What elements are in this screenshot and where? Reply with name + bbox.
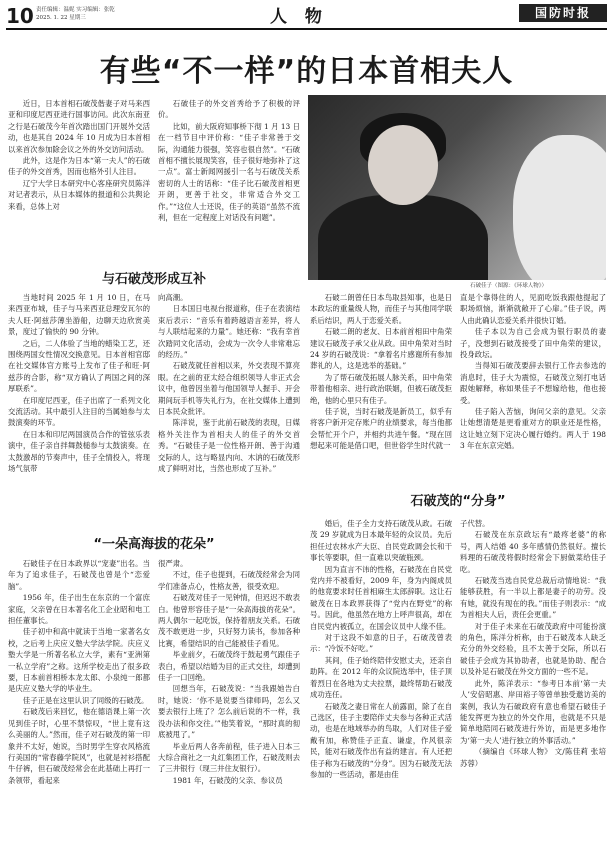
header-rule: [6, 28, 607, 30]
paragraph: 陈洋说，鉴于此前石破茂的表现，日媒格外关注作为首相夫人的佳子的外交首秀。“石破佳子是一位性格开朗、善于沟通交际的人，这与略显内向、木讷的石破茂形成了鲜明对比，当然也形成了互补。”: [158, 418, 300, 474]
paragraph: 在印度尼西亚，佳子出席了一系列文化交流活动。其中最引人注目的当属她参与太鼓演奏的环节。: [8, 395, 150, 428]
paragraph: 佳子正是在这里认识了同级的石破茂。: [22, 695, 149, 705]
paragraph: 石破茂之妻日常在人前露面，除了在自己选区，佳子主要陪伴丈夫参与各种正式活动，也是在地域举办的鸟取，人们对佳子爱戴有加，称赞佳子正直、谦虚，作风很亲民，能对石破茂作出有益的建言。有人还把佳子称为石破茂的“分身”。因为石破茂无法参加的一些活动，都是由佳: [310, 701, 452, 779]
editor-line: 责任编辑：温妮 实习编辑：张乾: [36, 7, 115, 13]
source-credit: （摘编自《环球人物》 文/陈佳莉 张培 苏蓉）: [460, 747, 606, 768]
paragraph: 1956 年，佳子出生在东京的一个富庶家庭，父亲曾在日本著名化工企业昭和电工担任董事长。: [8, 593, 150, 626]
paragraph: 直是个靠得住的人，见面吃饭我跟他提起了职场烦恼，渐渐就敞开了心扉。”佳子说，两人由此确认恋爱关系并很快订婚。: [460, 293, 606, 325]
paragraph: 石破二朗曾任日本鸟取县知事，也是日本政坛的重量级人物，而佳子与其他同学联系后结识，两人于恋爱关系。: [310, 293, 452, 325]
paragraph: 石破茂就任首相以来，外交表现不算亮眼。在之前的亚太经合组织领导人非正式会议中，他曾因坐着与他国领导人握手、开会期间玩手机等失礼行为，在社交媒体上遭到日本民众批评。: [158, 361, 300, 417]
paragraph: 佳子本以为自己会成为银行职员的妻子，没想到石破茂接受了田中角荣的建议，投身政坛。: [460, 327, 606, 360]
photo-caption: 石破佳子（图源：《环球人物》）: [470, 283, 548, 289]
paragraph: 当得知石破茂要辞去银行工作去参选的消息时，佳子大为震惊，石破茂立刻打电话跟她解释，称如果佳子不想嫁给他，他也接受。: [460, 361, 606, 405]
paragraph: 婚后，佳子全力支持石破茂从政。石破茂 29 岁就成为日本最年轻的众议员。先后担任过农林水产大臣、自民党政调会长和干事长等要职，但一直难以突破瓶颈。: [310, 519, 452, 563]
newspaper-logo: 国防时报: [519, 4, 607, 22]
column-h: [158, 558, 300, 786]
paragraph: 对于这段不如意的日子，石破茂曾表示：“冷饭不好吃。”: [310, 633, 452, 654]
paragraph: 不过，佳子也提到，石破茂经常会为同学们准备点心，性格友善，很受欢迎。: [158, 570, 300, 591]
column-a: [8, 98, 150, 212]
paragraph: 石破茂后来回忆，他在德语课上第一次见到佳子时，心里不禁惊叹，“世上竟有这么美丽的人。”然而，佳子对石破茂的第一印象并不太好，她说，当时男学生穿衣风格流行美国的“常春藤学院风”，也就是衬衫搭配牛仔裤，但石破茂经常会在此基础上再打一条领带，看起来: [8, 707, 150, 785]
paragraph: 此外，陈洋表示：“参考日本前‘第一夫人’安倍昭惠、岸田裕子等曾单独受邀访美的案例，我认为石破政府有意也希望石破佳子能发挥更为独立的外交作用，也就是不只是简单地陪同石破茂进行外访，而是更多地作为‘第一夫人’进行独立的外事活动。”: [460, 678, 606, 745]
paragraph: 辽宁大学日本研究中心客座研究员陈洋对记者表示，从日本媒体的报道和公共舆论来看，总体上对: [8, 178, 150, 211]
column-f: [460, 292, 606, 452]
photo-body: [318, 195, 488, 280]
paragraph: 很严肃。: [158, 559, 188, 568]
column-e: [310, 292, 452, 452]
paragraph: 1981 年，石破茂的父亲、参议员: [172, 775, 283, 785]
paragraph: 毕业前夕，石破茂终于鼓起勇气跟佳子表白，希望以结婚为目的正式交往，却遭到佳子一口回绝。: [158, 650, 300, 683]
editor-credits: [36, 6, 115, 22]
column-b: [158, 98, 300, 223]
paragraph: 佳子说，当时石破茂是新员工，似乎有将客户新开定存账户的业绩要求，每当他都会帮忙开个户，并相约共进午餐。“现在回想起来可能是借口吧，但世俗学生时代就一: [310, 407, 452, 451]
paragraph: 石破佳子的外交首秀给予了积极的评价。: [158, 99, 300, 120]
column-g: [8, 558, 150, 786]
paragraph: 其间，佳子始终陪伴安慰丈夫，还亲自助阵。在 2012 年的众议院选举中，佳子顶着烈日在各地为丈夫拉票，最终帮助石破茂成功连任。: [310, 655, 452, 700]
paragraph: 回想当年，石破茂说：“当我跟她告白时，她说：‘你不是说要当律师吗，怎么又要去银行上班了？怎么前后说的不一样，我没办法和你交往。’”他笑着说，“那时真的彻底被甩了。”: [158, 684, 300, 740]
paragraph: 毕业后两人各奔前程，佳子进入日本三大综合商社之一丸红集团工作，石破茂则去了三井银行（现三井住友银行）。: [158, 741, 300, 774]
column-c: [8, 292, 150, 475]
column-d: [158, 292, 300, 475]
paragraph: 子代替。: [460, 519, 490, 528]
paragraph: 佳子初中和高中就读于当地一家著名女校，之后考上庆应义塾大学法学院。庆应义塾大学是一所著名私立大学，素有“亚洲第一私立学府”之称。这所学校走出了很多政要，日本前首相桥本龙太郎、小泉纯一郎都是庆应义塾大学的毕业生。: [8, 627, 150, 694]
paragraph: 石破二朗的老友、日本前首相田中角荣建议石破茂子承父业从政。田中角荣对当时 24 岁的石破茂说：“拿着名片感谢所有参加葬礼的人，这是选举的基础。”: [310, 327, 452, 371]
date-line: 2025. 1. 22 星期三: [36, 15, 86, 21]
column-j: [460, 518, 606, 769]
photo-background-figure: [513, 135, 606, 280]
paragraph: 之后，二人体验了当地的蜡染工艺，还围绕两国女性情况交换意见。日本首相官邸在社交媒体官方账号上发布了佳子和旺·阿兹莎的合影，称“双方确认了两国之间的深厚联系”。: [8, 338, 150, 394]
paragraph: 为了帮石破茂拓展人脉关系，田中角荣带着他相亲、进行政治联姻，但被石破茂拒绝，他的心里只有佳子。: [310, 372, 452, 405]
paragraph: 石破茂对佳子一见钟情，但迟迟不敢表白。他曾形容佳子是“一朵高海拔的花朵”。两人偶尔一起吃饭，保持着朋友关系。石破茂不敢更进一步，只好努力读书，参加各种比赛，希望结识的自己能被佳子看见。: [158, 593, 300, 648]
paragraph: 因为直言不讳的性格，石破茂在自民党党内并不被看好，2009 年，身为内阁成员的他竟要求时任首相麻生太郎辞职。这让石破茂在日本政界获得了“党内在野党”的称号。因此，他虽然在地方上呼声很高，却在自民党内被孤立，在国会议员中人缘不佳。: [310, 564, 452, 631]
paragraph: 佳子陷入苦恼，询问父亲的意见。父亲让她想清楚是更看重对方的职业还是性格，这让她立刻下定决心履行婚约。两人于 1983 年在东京完婚。: [460, 407, 606, 451]
paragraph: 当地时间 2025 年 1 月 10 日，在马来西亚布城，佳子与马来西亚总理安瓦尔的夫人旺·阿兹莎薄坐游船，边聊天边欣赏美景，度过了愉快的 90 分钟。: [8, 293, 150, 337]
photo-ishiba-yoshiko: [308, 95, 606, 280]
article-title: 有些“不一样”的日本首相夫人: [99, 54, 514, 89]
paragraph: 石破茂在东京政坛有“最疼老婆”的称号，两人结婚 40 多年感情仍然很好。擅长料理的石破茂将假时经常会下厨做菜给佳子吃。: [460, 530, 606, 574]
section-title: 人 物: [270, 7, 328, 27]
paragraph: 对于佳子未来在石破茂政府中可能扮演的角色，陈洋分析称，由于石破茂本人缺乏充分的外交经验，且不太善于交际，所以石破佳子会成为其协助者，也就是协助、配合以及补足石破茂在外交方面的一些不足。: [460, 621, 606, 677]
paragraph: 近日，日本首相石破茂偕妻子对马来西亚和印度尼西亚进行国事访问。此次东南亚之行是石破茂今年首次踏出国门开展外交活动，也是其自 2024 年 10 月成为日本首相以来首次参加除会议之外的外交访问活动。: [8, 99, 150, 154]
paragraph: 日本国日电视台报道称，佳子在表演结束后表示：“音乐有着跨越语言差异，将人与人联结起来的力量”。她还称：“我有幸首次踏同文化活动，会成为一次令人非常难忘的经历。”: [158, 304, 300, 360]
paragraph: 在日本和印尼两国演员合作的管弦乐表演中，佳子亲自拌舞鼓槌参与太鼓演奏。在太鼓激昂的节奏声中，佳子全情投入，将现场气氛带: [8, 429, 150, 474]
paragraph: 比如，前大阪府知事桥下彻 1 月 13 日在一档节目中评价称：“佳子非常善于交际，沟通能力很强，笑容也很自然”。“石破首相不擅长展现笑容，佳子很好地弥补了这一点”。富士新闻网援引一名与石破茂关系密切的人士的话称：“佳子比石破茂首相更开朗，更善于社交，非常适合外交工作。”“这位人士还说，佳子的英语“虽然不流利，但在一定程度上对话没有问题”。: [158, 121, 300, 223]
subheading-avatar: 石破茂的“分身”: [410, 494, 506, 509]
photo-face: [368, 125, 438, 205]
column-i: [310, 518, 452, 780]
subheading-complement: 与石破茂形成互补: [101, 272, 206, 287]
paragraph: 石破佳子在日本政界以“宠妻”出名。当年为了追求佳子，石破茂也曾是个“恋爱脑”。: [8, 559, 150, 591]
page-number: 10: [6, 4, 34, 28]
subheading-flower: “一朵高海拔的花朵”: [93, 537, 215, 552]
paragraph: 向高潮。: [158, 293, 188, 302]
paragraph: 石破茂当选自民党总裁后动情地说：“我能够获胜，有一半以上都是妻子的功劳。没有她，就没有现在的我。”而佳子则表示：“成为首相夫人后，责任会更重。”: [460, 576, 606, 620]
paragraph: 此外，这是作为日本“第一夫人”的石破佳子的外交首秀，因而也格外引人注目。: [8, 156, 150, 177]
